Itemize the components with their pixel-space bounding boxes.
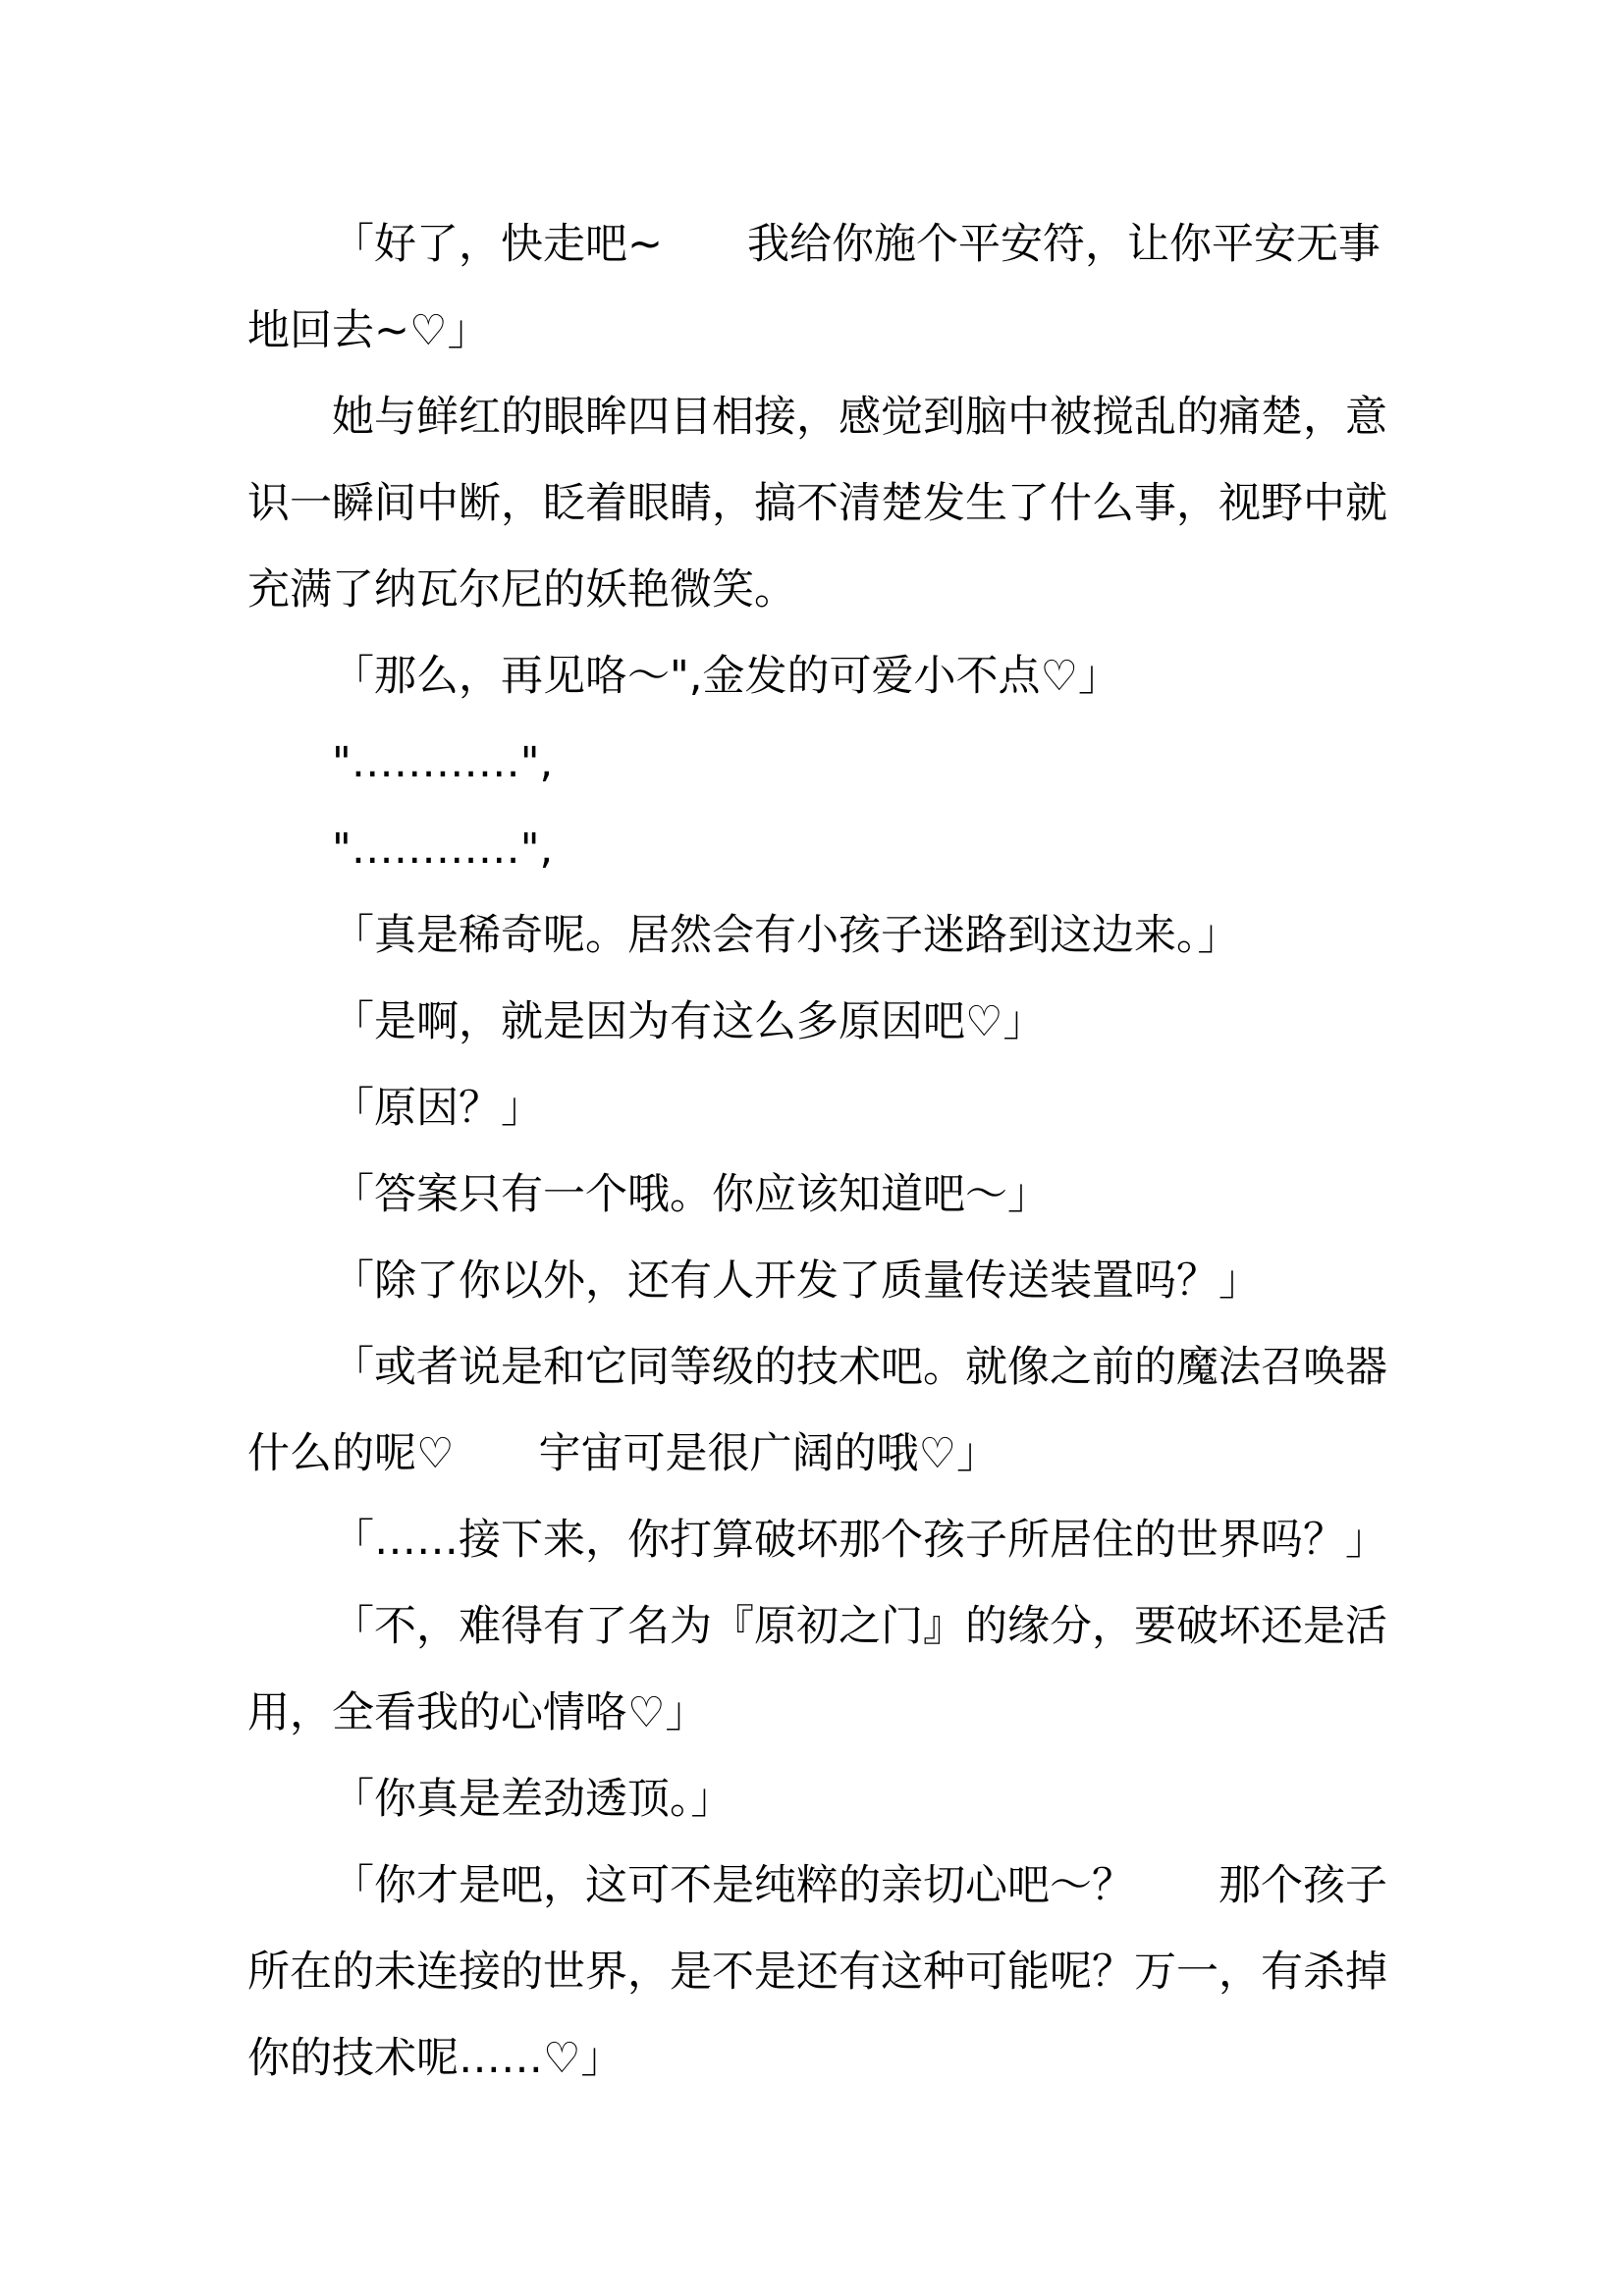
paragraph: 她与鲜红的眼眸四目相接，感觉到脑中被搅乱的痛楚，意识一瞬间中断，眨着眼睛，搞不清楚发生了什么事，视野中就充满了纳瓦尔尼的妖艳微笑。 [247, 393, 1387, 614]
paragraph: "…………", [332, 825, 554, 874]
paragraph: 「你真是差劲透顶。」 [332, 1775, 733, 1824]
paragraph: 「答案只有一个哦。你应该知道吧～」 [332, 1170, 1050, 1219]
paragraph: "…………", [332, 738, 554, 787]
paragraph: 「……接下来，你打算破坏那个孩子所居住的世界吗？」 [332, 1516, 1387, 1565]
paragraph: 「原因？」 [332, 1084, 543, 1133]
paragraph: 「是啊，就是因为有这么多原因吧♡」 [332, 997, 1046, 1046]
paragraph: 「你才是吧，这可不是纯粹的亲切心吧～？ 那个孩子所在的未连接的世界，是不是还有这种可能呢？万一，有杀掉你的技术呢……♡」 [247, 1861, 1387, 2083]
paragraph: 「或者说是和它同等级的技术吧。就像之前的魔法召唤器什么的呢♡ 宇宙可是很广阔的哦♡」 [247, 1343, 1387, 1478]
paragraph: 「除了你以外，还有人开发了质量传送装置吗？」 [332, 1256, 1261, 1306]
novel-text-body [247, 201, 1398, 2102]
paragraph: 「好了，快走吧~ 我给你施个平安符，让你平安无事地回去~♡」 [247, 220, 1381, 355]
paragraph: 「不，难得有了名为『原初之门』的缘分，要破坏还是活用，全看我的心情咯♡」 [247, 1602, 1387, 1737]
paragraph: 「那么，再见咯～",金发的可爱小不点♡」 [332, 652, 1120, 701]
paragraph: 「真是稀奇呢。居然会有小孩子迷路到这边来。」 [332, 911, 1240, 960]
